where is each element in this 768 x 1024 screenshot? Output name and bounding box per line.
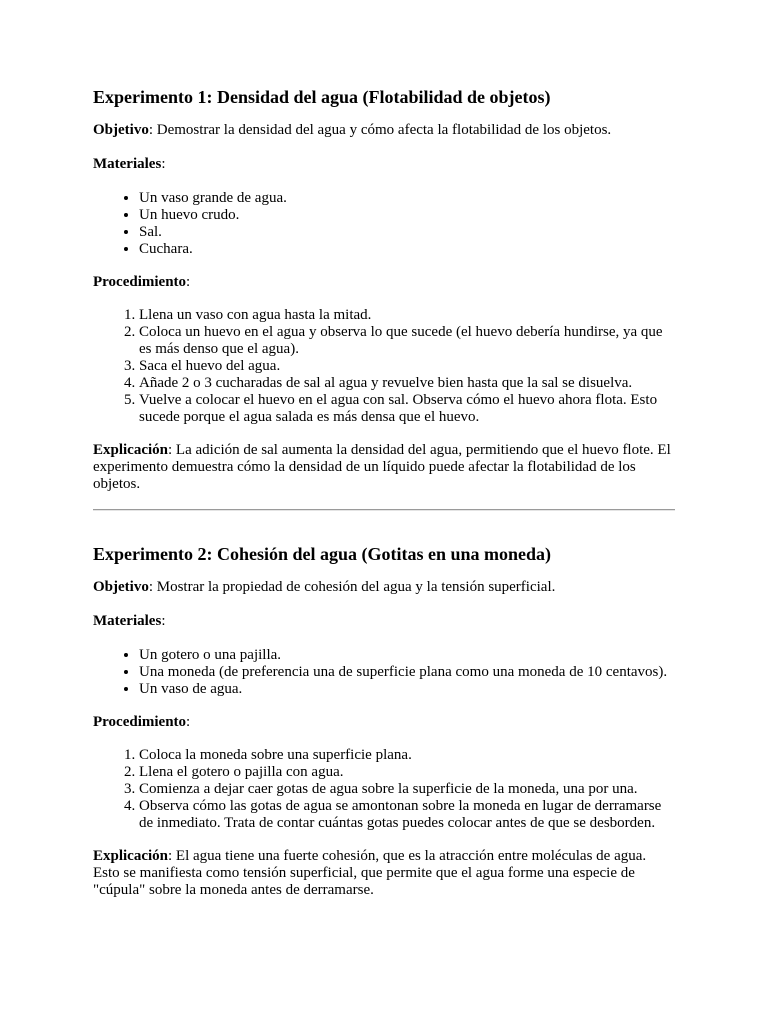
list-item: • Un huevo crudo.	[139, 207, 675, 224]
list-item: • Un vaso grande de agua.	[139, 190, 675, 207]
list-item: 1. Coloca la moneda sobre una superficie plana.	[139, 747, 675, 764]
experiment-1-objective	[93, 122, 675, 139]
experiment-1-explanation	[93, 442, 675, 493]
list-item: 2. Coloca un huevo en el agua y observa lo que sucede (el huevo debería hundirse, ya que es más denso que el agua).	[139, 324, 675, 358]
experiment-2	[93, 543, 675, 899]
document-content	[93, 86, 675, 899]
explanation-text: : La adición de sal aumenta la densidad del agua, permitiendo que el huevo flote. El experimento demuestra cómo la densidad de un líquido puede afectar la flotabilidad de los objetos.	[93, 442, 671, 492]
list-item: • Un gotero o una pajilla.	[139, 647, 675, 664]
list-item: • Un vaso de agua.	[139, 681, 675, 698]
explanation-label: Explicación	[93, 848, 169, 864]
procedure-label: Procedimiento	[93, 714, 187, 730]
explanation-label: Explicación	[93, 442, 169, 458]
materials-label: Materiales	[93, 613, 162, 629]
list-item: • Cuchara.	[139, 241, 675, 258]
objective-label: Objetivo	[93, 122, 149, 138]
experiment-2-procedure-heading: Procedimiento:	[93, 714, 191, 730]
experiment-1-title: Experimento 1: Densidad del agua (Flotabilidad de objetos)	[93, 87, 551, 107]
experiment-1-procedure-heading: Procedimiento:	[93, 274, 191, 290]
materials-label: Materiales	[93, 156, 162, 172]
experiment-1	[93, 86, 675, 493]
list-item: • Una moneda (de preferencia una de superficie plana como una moneda de 10 centavos).	[139, 664, 675, 681]
experiment-1-materials-list	[93, 190, 675, 258]
procedure-label: Procedimiento	[93, 274, 187, 290]
list-item: 3. Comienza a dejar caer gotas de agua sobre la superficie de la moneda, una por una.	[139, 781, 675, 798]
objective-label: Objetivo	[93, 579, 149, 595]
explanation-text: : El agua tiene una fuerte cohesión, que es la atracción entre moléculas de agua. Esto se manifiesta como tensión superficial, que permite que el agua forme una especie de "cúpula" sobre la moneda antes de derramarse.	[93, 848, 647, 898]
list-item: 2. Llena el gotero o pajilla con agua.	[139, 764, 675, 781]
experiment-1-materials-heading: Materiales:	[93, 156, 166, 172]
list-item: • Sal.	[139, 224, 675, 241]
experiment-2-objective	[93, 579, 675, 596]
objective-text: : Demostrar la densidad del agua y cómo afecta la flotabilidad de los objetos.	[148, 122, 612, 138]
list-item: 1. Llena un vaso con agua hasta la mitad.	[139, 307, 675, 324]
experiment-1-procedure-list	[93, 307, 675, 426]
list-item: 4. Añade 2 o 3 cucharadas de sal al agua y revuelve bien hasta que la sal se disuelva.	[139, 375, 675, 392]
experiment-2-materials-heading: Materiales:	[93, 613, 166, 629]
experiment-2-title: Experimento 2: Cohesión del agua (Gotitas en una moneda)	[93, 544, 552, 564]
list-item: 4. Observa cómo las gotas de agua se amontonan sobre la moneda en lugar de derramarse de inmediato. Trata de contar cuántas gotas puedes colocar antes de que se desborden.	[139, 798, 675, 832]
experiment-2-materials-list	[93, 647, 675, 698]
objective-text: : Mostrar la propiedad de cohesión del agua y la tensión superficial.	[148, 579, 556, 595]
list-item: 5. Vuelve a colocar el huevo en el agua con sal. Observa cómo el huevo ahora flota. Esto sucede porque el agua salada es más densa que el huevo.	[139, 392, 675, 426]
experiment-2-explanation	[93, 848, 675, 899]
list-item: 3. Saca el huevo del agua.	[139, 358, 675, 375]
experiment-2-procedure-list	[93, 747, 675, 832]
